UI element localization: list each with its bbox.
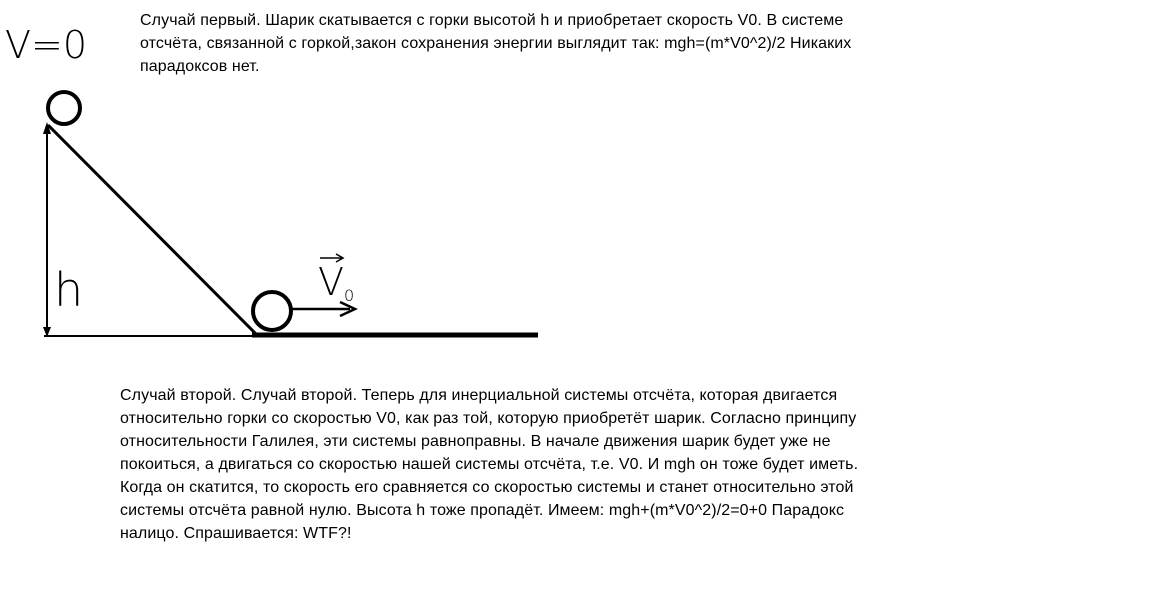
ball-bottom bbox=[253, 292, 291, 330]
velocity-letter: V bbox=[318, 260, 344, 304]
ball-top bbox=[48, 92, 80, 124]
height-label: h bbox=[54, 263, 84, 317]
case-two-paragraph: Случай второй. Случай второй. Теперь для инерциальной системы отсчёта, которая двигается относительно горки со скоростью V0, как раз той, которую приобретёт шарик. Согласно принципу относительности Галилея, эти системы равноправны. В начале движения шарик будет уже не покоиться, а двигаться со скоростью нашей системы отсчёта, т.е. V0. И mgh он тоже будет иметь. Когда он скатится, то скорость его сравняется со скоростью системы и станет относительно этой системы отсчёта равной нулю. Высота h тоже пропадёт. Имеем: mgh+(m*V0^2)/2=0+0 Парадокс налицо. Спрашивается: WTF?! bbox=[120, 387, 859, 542]
velocity-subscript: 0 bbox=[344, 286, 355, 305]
top-velocity-label: V=0 bbox=[5, 23, 88, 67]
case-one-paragraph: Случай первый. Шарик скатывается с горки высотой h и приобретает скорость V0. В системе отсчёта, связанной с горкой,закон сохранения энергии выглядит так: mgh=(m*V0^2)/2 Никаких парадоксов нет. bbox=[140, 12, 852, 75]
velocity-label bbox=[318, 260, 354, 305]
